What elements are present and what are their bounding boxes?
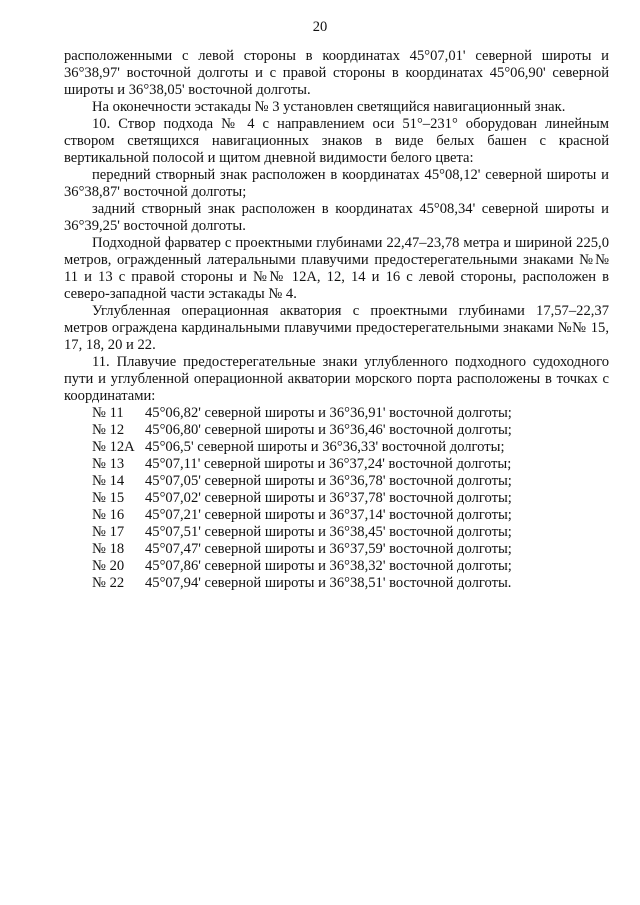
paragraph: 11. Плавучие предостерегательные знаки углубленного подходного судоходного пути и углубленной операционной акватории морского порта расположены в точках с координатами: <box>64 354 609 404</box>
list-item <box>64 456 609 473</box>
list-item <box>64 405 609 422</box>
buoy-coordinates: 45°07,21' северной широты и 36°37,14' восточной долготы; <box>145 507 512 523</box>
list-item <box>64 490 609 507</box>
list-item <box>64 524 609 541</box>
buoy-number: № 12 <box>92 422 125 438</box>
paragraph: передний створный знак расположен в координатах 45°08,12' северной широты и 36°38,87' восточной долготы; <box>64 167 609 200</box>
paragraph: На оконечности эстакады № 3 установлен светящийся навигационный знак. <box>92 99 566 115</box>
document-body <box>64 48 609 592</box>
buoy-number: № 18 <box>92 541 125 557</box>
list-item <box>64 558 609 575</box>
paragraph: Углубленная операционная акватория с проектными глубинами 17,57–22,37 метров ограждена кардинальными плавучими предостерегательными знаками №№ 15, 17, 18, 20 и 22. <box>64 303 609 353</box>
buoy-coordinates: 45°06,5' северной широты и 36°36,33' восточной долготы; <box>145 439 505 455</box>
buoy-number: № 22 <box>92 575 125 591</box>
list-item <box>64 422 609 439</box>
list-item <box>64 473 609 490</box>
list-item <box>64 439 609 456</box>
buoy-number: № 12А <box>92 439 135 455</box>
paragraph: задний створный знак расположен в координатах 45°08,34' северной широты и 36°39,25' восточной долготы. <box>64 201 609 234</box>
paragraph: Подходной фарватер с проектными глубинами 22,47–23,78 метра и шириной 225,0 метров, огражденный латеральными плавучими предостерегательными знаками №№ 11 и 13 с правой стороны и №№ 12А, 12, 14 и 16 с левой стороны, расположен в северо-западной части эстакады № 4. <box>64 235 609 302</box>
buoy-coordinates: 45°07,05' северной широты и 36°36,78' восточной долготы; <box>145 473 512 489</box>
buoy-coordinates: 45°07,47' северной широты и 36°37,59' восточной долготы; <box>145 541 512 557</box>
buoy-number: № 20 <box>92 558 125 574</box>
list-item <box>64 575 609 592</box>
buoy-number: № 11 <box>92 405 124 421</box>
buoy-number: № 13 <box>92 456 125 472</box>
paragraph: расположенными с левой стороны в координатах 45°07,01' северной широты и 36°38,97' восточной долготы и с правой стороны в координатах 45°06,90' северной широты и 36°38,05' восточной долготы. <box>64 48 609 98</box>
buoy-coordinates: 45°07,02' северной широты и 36°37,78' восточной долготы; <box>145 490 512 506</box>
buoy-coordinates: 45°07,86' северной широты и 36°38,32' восточной долготы; <box>145 558 512 574</box>
list-item <box>64 541 609 558</box>
buoy-coordinates: 45°07,11' северной широты и 36°37,24' восточной долготы; <box>145 456 512 472</box>
coordinates-list <box>64 405 609 592</box>
buoy-number: № 17 <box>92 524 125 540</box>
buoy-number: № 16 <box>92 507 125 523</box>
buoy-number: № 14 <box>92 473 125 489</box>
buoy-coordinates: 45°06,80' северной широты и 36°36,46' восточной долготы; <box>145 422 512 438</box>
paragraph: 10. Створ подхода № 4 с направлением оси 51°–231° оборудован линейным створом светящихся навигационных знаков в виде белых башен с красной вертикальной полосой и щитом дневной видимости белого цвета: <box>64 116 609 166</box>
buoy-coordinates: 45°07,94' северной широты и 36°38,51' восточной долготы. <box>145 575 512 591</box>
buoy-coordinates: 45°06,82' северной широты и 36°36,91' восточной долготы; <box>145 405 512 421</box>
buoy-coordinates: 45°07,51' северной широты и 36°38,45' восточной долготы; <box>145 524 512 540</box>
list-item <box>64 507 609 524</box>
page-number: 20 <box>312 19 328 35</box>
buoy-number: № 15 <box>92 490 125 506</box>
